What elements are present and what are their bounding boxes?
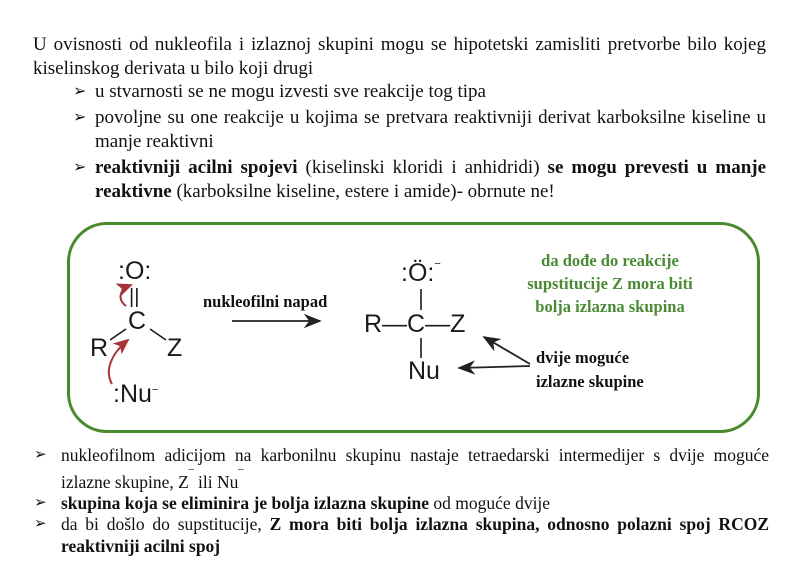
product-nucleophile: Nu (408, 357, 440, 385)
bullet-bold-text: se mogu prevesti u manje reaktivne (95, 156, 767, 202)
bottom-bullet-list (34, 445, 769, 557)
bullet-bold-text: reaktivniji acilni spojevi (95, 156, 298, 178)
negative-charge: − (151, 384, 159, 396)
arrow-bullet-icon: ➢ (73, 108, 87, 126)
bullet-bold-text: Z mora biti bolja izlazna skupina, odnosno polazni spoj RCOZ reaktivniji acilni spoj (61, 514, 769, 556)
bottom-bullet-item (34, 445, 769, 493)
arrow-bullet-icon: ➢ (73, 83, 87, 100)
note-line: supstitucije Z mora biti (527, 274, 693, 293)
note-line: bolja izlazna skupina (535, 297, 685, 316)
charge-mark: ‾ (188, 468, 194, 485)
bullet-text: da bi došlo do supstitucije, (61, 514, 270, 535)
note-line: da dođe do reakcije (541, 251, 679, 270)
pointer-arrow-icon (484, 337, 530, 364)
negative-charge: − (434, 258, 441, 270)
arrow-bullet-icon: ➢ (73, 158, 87, 176)
bottom-bullet-item (34, 493, 769, 515)
bond-c-z (150, 329, 166, 340)
arrow-bullet-icon: ➢ (34, 447, 47, 463)
product-chain: R—C—Z (364, 310, 466, 338)
reactant-nucleophile: :Nu− (113, 380, 159, 408)
bullet-text: (karboksilne kiseline, estere i amide)- obrnute ne! (171, 181, 555, 202)
reactant-z-group: Z (167, 334, 183, 362)
bullet-text: povoljne su one reakcije u kojima se pretvara reaktivniji derivat karboksilne kiseline u manje reaktivni (95, 106, 766, 152)
intro-paragraph: U ovisnosti od nukleofila i izlaznoj skupini mogu se hipotetski zamisliti pretvorbe bilo kojeg kiselinskog derivata u bilo koji drugi (33, 34, 766, 79)
reactant-carbon: C (128, 307, 147, 335)
product-oxygen: :Ö:− (401, 258, 441, 287)
arrow-bullet-icon: ➢ (34, 494, 47, 511)
bullet-bold-text: skupina koja se eliminira je bolja izlazna skupine (61, 492, 430, 513)
bullet-text: od moguće dvije (429, 492, 551, 513)
reactant-oxygen: :O: (118, 257, 152, 285)
arrow-bullet-icon: ➢ (34, 516, 47, 533)
bottom-bullet-item (34, 514, 769, 557)
bullet-text: (kiselinski kloridi i anhidridi) (297, 156, 548, 178)
reactant-r-group: R (90, 334, 109, 362)
charge-mark: ‾ (238, 468, 244, 485)
reaction-label: nukleofilni napad (203, 292, 328, 311)
reactant-double-bond: || (129, 286, 140, 308)
bond-r-c (110, 329, 126, 340)
electron-arrow-icon (121, 285, 131, 306)
label-line: dvije moguće (536, 348, 630, 367)
label-line: izlazne skupine (536, 372, 644, 391)
bullet-text: ili Nu (193, 471, 239, 492)
bullet-text: nukleofilnom adicijom na karbonilnu skupinu nastaje tetraedarski intermedijer s dvije moguće izlazne skupine, Z (61, 445, 769, 492)
pointer-arrow-icon (459, 366, 530, 368)
electron-arrow-icon (109, 340, 128, 384)
bullet-text: u stvarnosti se ne mogu izvesti sve reakcije tog tipa (95, 81, 486, 102)
